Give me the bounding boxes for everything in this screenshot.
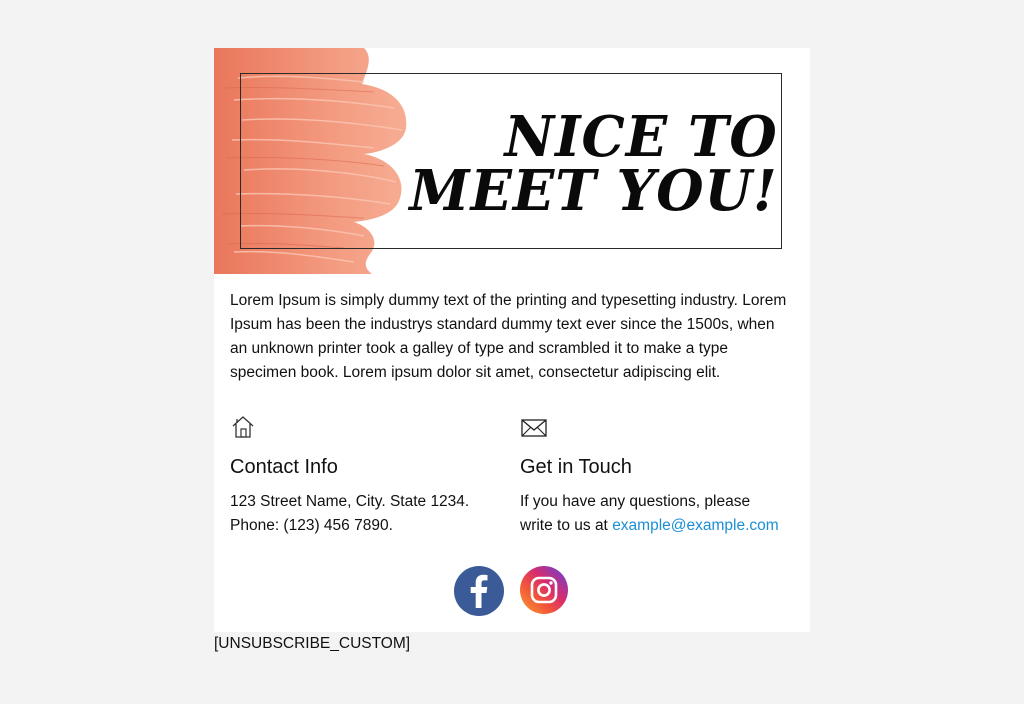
contact-info-heading: Contact Info: [230, 456, 338, 478]
envelope-icon: [520, 414, 800, 442]
email-prefix: write to us at: [520, 517, 608, 534]
headline-line-1: NICE TO: [504, 104, 778, 170]
social-links: [454, 566, 574, 616]
get-in-touch-heading: Get in Touch: [520, 456, 632, 478]
hero-headline: [409, 104, 778, 224]
headline-line-2: MEET YOU!: [409, 158, 778, 224]
contact-info-section: [230, 414, 510, 538]
email-card: [214, 48, 810, 632]
contact-info-body: [230, 490, 510, 538]
contact-address: 123 Street Name, City. State 1234.: [230, 493, 470, 510]
email-link[interactable]: example@example.com: [612, 517, 779, 534]
get-in-touch-text: If you have any questions, please: [520, 493, 751, 510]
unsubscribe-placeholder[interactable]: [UNSUBSCRIBE_CUSTOM]: [214, 635, 411, 652]
home-icon: [230, 414, 510, 442]
contact-phone: Phone: (123) 456 7890.: [230, 517, 393, 534]
facebook-icon[interactable]: [454, 566, 504, 616]
hero-banner: [214, 48, 810, 274]
instagram-icon[interactable]: [520, 566, 568, 614]
get-in-touch-email-line: [520, 514, 800, 538]
intro-paragraph: Lorem Ipsum is simply dummy text of the printing and typesetting industry. Lorem Ipsum has been the industrys standard dummy text ever since the 1500s, when an unknown printer took a galley of type and scrambled it to make a type specimen book. Lorem ipsum dolor sit amet, consectetur adipiscing elit.: [230, 292, 787, 381]
get-in-touch-section: [520, 414, 800, 538]
get-in-touch-body: [520, 490, 800, 538]
